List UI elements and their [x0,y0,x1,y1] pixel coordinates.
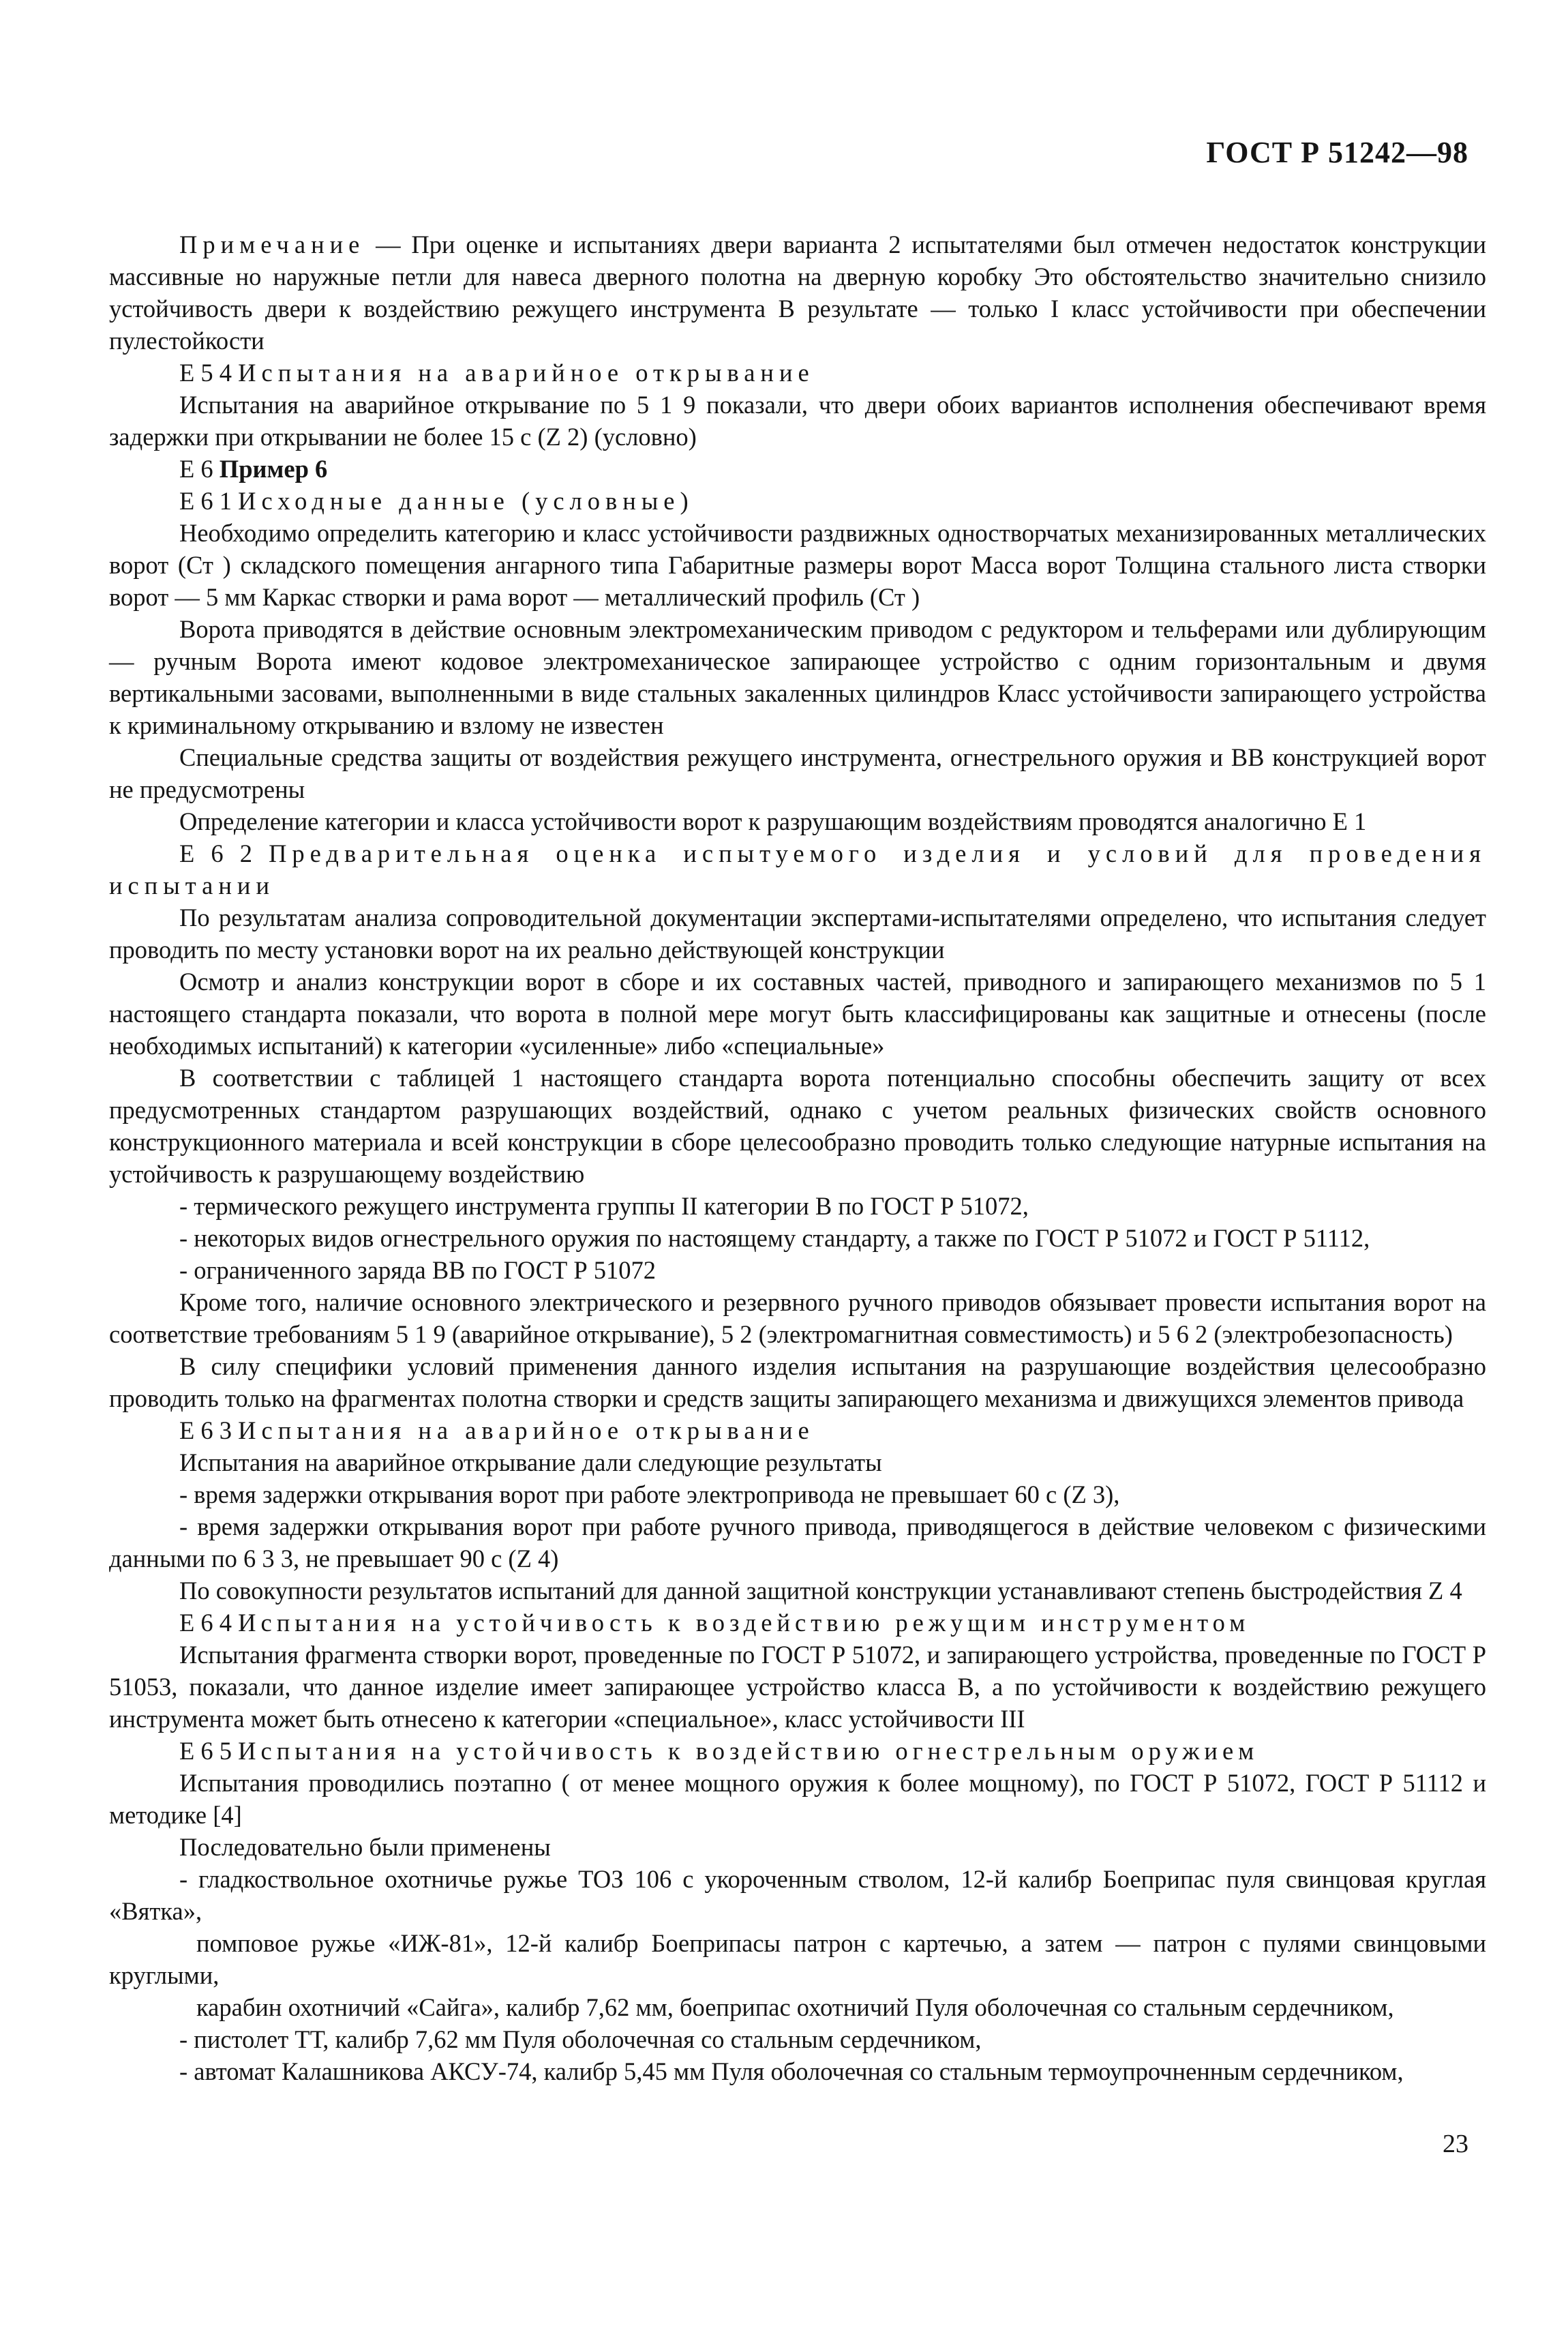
paragraph: Испытания на аварийное открывание дали следующие результаты [179,1448,882,1476]
section-heading-e6 [109,453,1486,485]
section-number: Е 6 [179,455,213,483]
section-heading-e65 [109,1735,1486,1767]
paragraph: Последовательно были применены [179,1833,551,1861]
section-number: Е 6 3 [179,1416,232,1444]
list-item: - пистолет ТТ, калибр 7,62 мм Пуля оболочечная со стальным сердечником, [179,2025,982,2053]
page-number: 23 [1443,2130,1468,2158]
list-item: - термического режущего инструмента группы II категории В по ГОСТ Р 51072, [179,1192,1029,1220]
section-number: Е 6 5 [179,1737,232,1765]
list-item: - время задержки открывания ворот при работе электропривода не превышает 60 с (Z 3), [179,1480,1120,1508]
standard-header: ГОСТ Р 51242—98 [1206,136,1468,169]
paragraph: Испытания фрагмента створки ворот, проведенные по ГОСТ Р 51072, и запирающего устройства, проведенные по ГОСТ Р 51053, показали, что данное изделие имеет запирающее устройство класса В, а по устойчивости к воздействию режущего инструмента может быть отнесено к категории «специальное», класс устойчивости III [109,1641,1486,1733]
section-title: Испытания на аварийное открывание [238,359,815,387]
paragraph: В силу специфики условий применения данного изделия испытания на разрушающие воздействия целесообразно проводить только на фрагментах полотна створки и средств защиты запирающего механизма и движущихся элементов привода [109,1352,1486,1412]
section-heading-e62 [109,837,1486,901]
list-item: - время задержки открывания ворот при работе ручного привода, приводящегося в действие человеком с физическими данными по 6 3 3, не превышает 90 с (Z 4) [109,1512,1486,1572]
paragraph: Специальные средства защиты от воздействия режущего инструмента, огнестрельного оружия и ВВ конструкцией ворот не предусмотрены [109,743,1486,803]
section-title: Пример 6 [219,455,328,483]
section-heading-e63 [109,1414,1486,1446]
section-heading-e61 [109,485,1486,517]
note-paragraph [109,228,1486,357]
list-item: помповое ружье «ИЖ-81», 12-й калибр Боеприпасы патрон с картечью, а затем — патрон с пулями свинцовыми круглыми, [109,1929,1486,1989]
section-number: Е 6 1 [179,487,232,515]
paragraph: Ворота приводятся в действие основным электромеханическим приводом с редуктором и тельферами или дублирующим — ручным Ворота имеют кодовое электромеханическое запирающее устройство с одним горизонтальным и двумя вертикальными засовами, выполненными в виде стальных закаленных цилиндров Класс устойчивости запирающего устройства к криминальному открыванию и взлому не известен [109,615,1486,739]
section-heading-e54 [109,357,1486,389]
section-number: Е 6 2 [179,839,252,867]
paragraph: Кроме того, наличие основного электрического и резервного ручного приводов обязывает провести испытания ворот на соответствие требованиям 5 1 9 (аварийное открывание), 5 2 (электромагнитная совместимость) и 5 6 2 (электробезопасность) [109,1288,1486,1348]
section-title: Испытания на аварийное открывание [238,1416,815,1444]
paragraph: По совокупности результатов испытаний для данной защитной конструкции устанавливают степень быстродействия Z 4 [179,1577,1462,1605]
list-item: карабин охотничий «Сайга», калибр 7,62 мм, боеприпас охотничий Пуля оболочечная со стальным сердечником, [196,1993,1394,2021]
paragraph: По результатам анализа сопроводительной документации экспертами-испытателями определено, что испытания следует проводить по месту установки ворот на их реально действующей конструкции [109,904,1486,964]
paragraph: Испытания проводились поэтапно ( от менее мощного оружия к более мощному), по ГОСТ Р 51072, ГОСТ Р 51112 и методике [4] [109,1769,1486,1829]
section-title: Предварительная оценка испытуемого изделия и условий для проведения испытании [109,839,1487,899]
note-text: — При оценке и испытаниях двери варианта 2 испытателями был отмечен недостаток конструкции массивные но наружные петли для навеса дверного полотна на дверную коробку Это обстоятельство значительно снизило устойчивость двери к воздействию режущего инструмента В результате — только I класс устойчивости при обеспечении пулестойкости [109,230,1486,355]
list-item: - гладкоствольное охотничье ружье ТОЗ 106 с укороченным стволом, 12-й калибр Боеприпас пуля свинцовая круглая «Вятка», [109,1865,1486,1925]
section-title: Испытания на устойчивость к воздействию огнестрельным оружием [238,1737,1259,1765]
list-item: - некоторых видов огнестрельного оружия по настоящему стандарту, а также по ГОСТ Р 51072 и ГОСТ Р 51112, [179,1224,1370,1252]
paragraph: Испытания на аварийное открывание по 5 1 9 показали, что двери обоих вариантов исполнения обеспечивают время задержки при открывании не более 15 с (Z 2) (условно) [109,391,1486,451]
list-item: - ограниченного заряда ВВ по ГОСТ Р 51072 [179,1256,657,1284]
paragraph: Осмотр и анализ конструкции ворот в сборе и их составных частей, приводного и запирающего механизмов по 5 1 настоящего стандарта показали, что ворота в полной мере могут быть классифицированы как защитные и отнесены (после необходимых испытаний) к категории «усиленные» либо «специальные» [109,968,1486,1060]
paragraph: В соответствии с таблицей 1 настоящего стандарта ворота потенциально способны обеспечить защиту от всех предусмотренных стандартом разрушающих воздействий, однако с учетом реальных физических свойств основного конструкционного материала и всей конструкции в сборе целесообразно проводить только следующие натурные испытания на устойчивость к разрушающему воздействию [109,1064,1486,1188]
note-label: Примечание [179,230,365,258]
section-title: Испытания на устойчивость к воздействию режущим инструментом [238,1609,1250,1637]
list-item: - автомат Калашникова АКСУ-74, калибр 5,45 мм Пуля оболочечная со стальным термоупрочненным сердечником, [179,2057,1404,2085]
document-body [109,228,1486,2087]
section-heading-e64 [109,1607,1486,1639]
section-number: Е 5 4 [179,359,232,387]
section-number: Е 6 4 [179,1609,232,1637]
paragraph: Определение категории и класса устойчивости ворот к разрушающим воздействиям проводятся аналогично Е 1 [179,807,1367,835]
paragraph: Необходимо определить категорию и класс устойчивости раздвижных одностворчатых механизированных металлических ворот (Ст ) складского помещения ангарного типа Габаритные размеры ворот Масса ворот Толщина стального листа створки ворот — 5 мм Каркас створки и рама ворот — металлический профиль (Ст ) [109,519,1486,611]
section-title: Исходные данные (условные) [238,487,694,515]
